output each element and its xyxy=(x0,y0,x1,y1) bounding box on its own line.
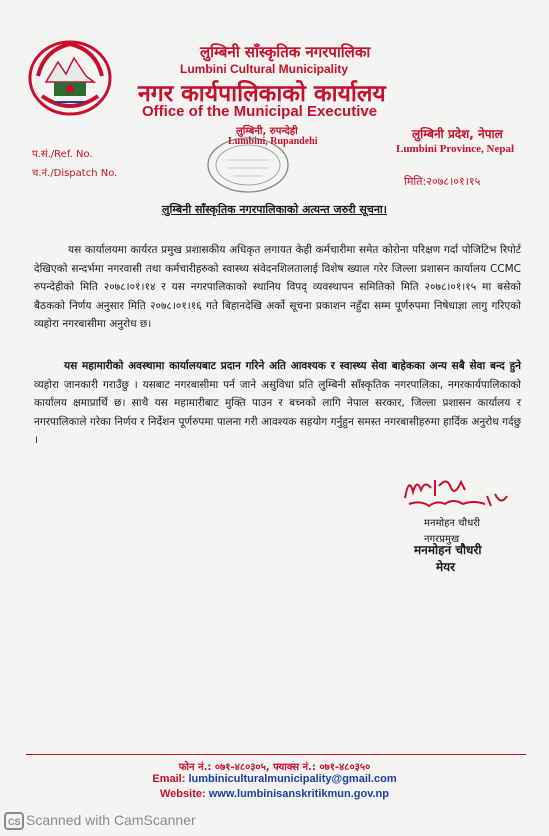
office-title-nepali: नगर कार्यपालिकाको कार्यालय xyxy=(138,81,386,107)
signatory-name-stamp: मनमोहन चौधरी xyxy=(414,543,482,557)
scanner-watermark: Scanned with CamScanner xyxy=(26,812,196,828)
signatory-title: मेयर xyxy=(436,560,456,574)
footer-phone: फोन नं.: ०७१-४८०३०५, फ्याक्स नं.: ०७१-४८०३५० xyxy=(178,762,371,773)
footer-website xyxy=(0,788,549,800)
municipality-name-nepali: लुम्बिनी साँस्कृतिक नगरपालिका xyxy=(200,43,371,61)
location-english: Lumbini, Rupandehi xyxy=(228,136,318,147)
footer-divider xyxy=(26,754,526,755)
email-label: Email: xyxy=(152,773,186,785)
svg-text:CS: CS xyxy=(8,817,21,827)
date-label: मिति:२०७८।०१।१५ xyxy=(404,175,481,188)
camscanner-logo-icon xyxy=(4,812,24,830)
website-label: Website: xyxy=(160,788,206,800)
signatory-typed-name: मनमोहन चौधरी xyxy=(424,518,480,529)
signatory-role: नगरप्रमुख xyxy=(424,534,460,545)
footer-email xyxy=(0,773,549,785)
office-title-english: Office of the Municipal Executive xyxy=(142,103,378,120)
dispatch-number-label: च.नं./Dispatch No. xyxy=(32,168,118,179)
nepal-emblem-icon xyxy=(24,36,116,120)
location-nepali: लुम्बिनी, रुपन्देही xyxy=(236,126,298,137)
reference-number-label: प.सं./Ref. No. xyxy=(32,149,93,160)
office-stamp-icon xyxy=(204,134,292,196)
province-nepali: लुम्बिनी प्रदेश, नेपाल xyxy=(412,127,503,141)
handwritten-signature-icon xyxy=(395,470,515,512)
notice-paragraph-2 xyxy=(34,357,521,450)
notice-paragraph-2-body: व्यहोरा जानकारी गराउँछु । यसबाट नगरबासीमा पर्न जाने असुविधा प्रति लुम्बिनी साँस्कृतिक नगरपालिका, नगरकार्यपालिकाको कार्यालय क्षमाप्रार्थि छ। साथै यस महामारीबाट मुक्ति पाउन र बच्नको लागि नेपाल सरकार, जिल्ला प्रशासन कार्यालय र नगरपालिकाले गरेका निर्णय र निर्देशन पूर्णरुपमा पालना गरी आवश्यक सहयोग गर्नुहुन समस्त नगरबासीहरुमा हार्दिक अनुरोध गर्दछु । xyxy=(34,378,521,447)
email-link[interactable]: lumbiniculturalmunicipality@gmail.com xyxy=(188,773,397,785)
notice-paragraph-1: यस कार्यालयमा कार्यरत प्रमुख प्रशासकीय अधिकृत लगायत केही कर्मचारीमा समेत कोरोना परिक्षण गर्दा पोजिटिभ रिपोर्ट देखिएको सन्दर्भमा नगरवासी तथा कर्मचारीहरुको स्वास्थ्य संवेदनशिलतालाई विशेष ख्याल गरेर जिल्ला प्रशासन कार्यालय CCMC रुपन्देहीको मिति २०७८।०१।१४ र यस नगरपालिकाको स्थानिय विपद् व्यवस्थापन समितिको मिति २०७८।०१।१५ मा बसेको बैठकको निर्णय अनुसार मिति २०७८।०१।१६ गते बिहानदेखि अर्को सूचना प्रकाशन नहुँदा सम्म पूर्णरुपमा निषेधाज्ञा लागु गरिएको व्यहोरा नगरबासीमा अनुरोध छ। xyxy=(34,244,521,331)
province-english: Lumbini Province, Nepal xyxy=(396,143,515,155)
municipality-name-english: Lumbini Cultural Municipality xyxy=(180,62,348,76)
notice-paragraph-2-highlight: यस महामारीको अवस्थामा कार्यालयबाट प्रदान गरिने अति आवश्यक र स्वास्थ्य सेवा बाहेकका अन्य सबै सेवा बन्द हुने xyxy=(64,360,521,372)
notice-title: लुम्बिनी साँस्कृतिक नगरपालिकाको अत्यन्त जरुरी सूचना। xyxy=(162,203,387,216)
website-link[interactable]: www.lumbinisanskritikmun.gov.np xyxy=(208,788,389,800)
